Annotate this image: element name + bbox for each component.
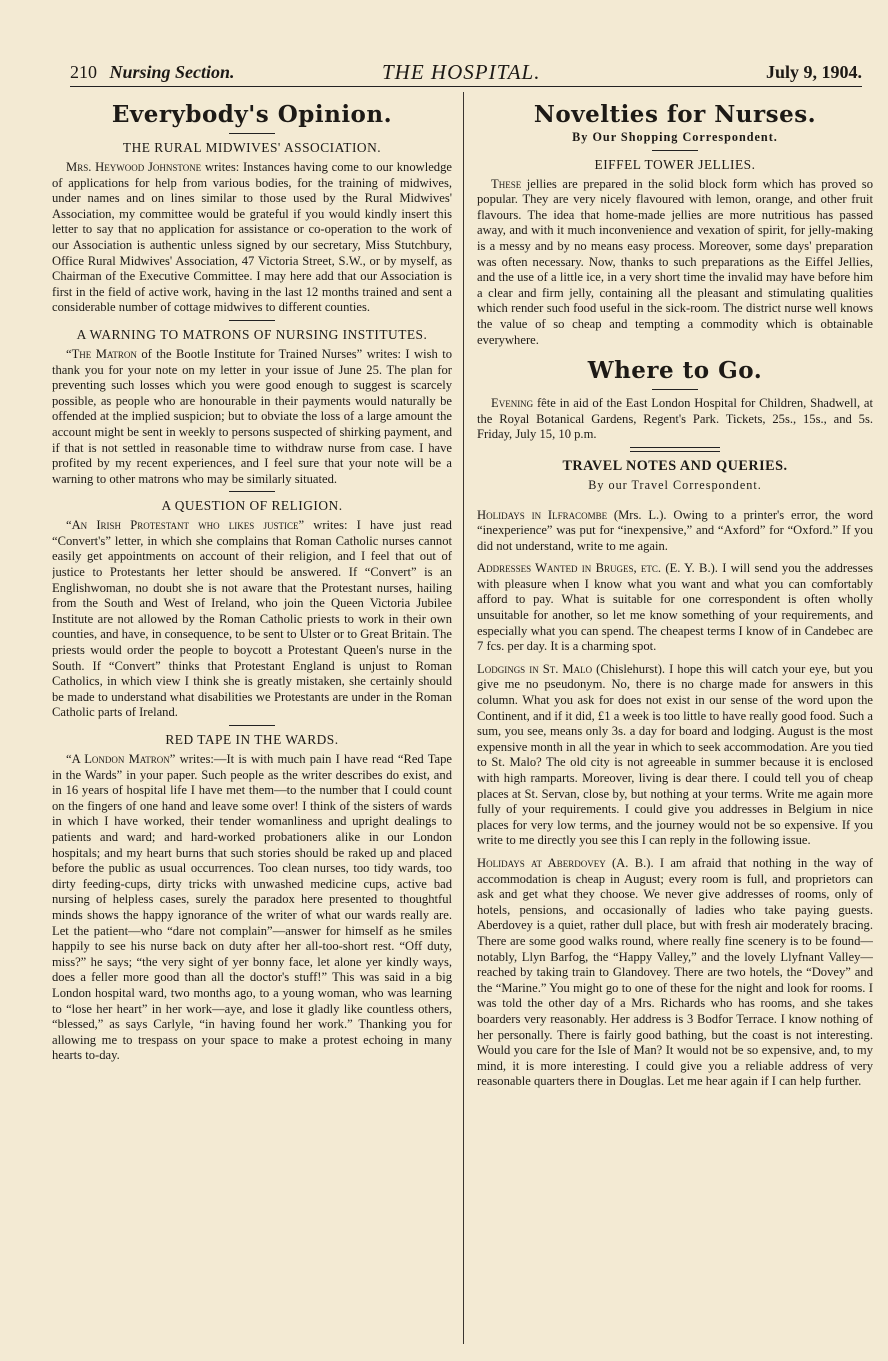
article-body: “An Irish Protestant who likes justice” writes: I have just read “Convert's” letter, in which she complains that Roman Catholic nurses cannot easily get appointments on account of their religion, and I feel that out of justice to Protestants her letter should be answered. If “Convert” is an Englishwoman, no doubt she is not aware that the Protestant nurses, hailing from the South and West of Ireland, who join the Queen Victoria Jubilee Institute are not allowed by the Roman Catholic priests to work in their own counties, and have, in consequence, to be sent to Ulster or to Great Britain. The priests would order the people to boycott a Protestant Queen's nurse in the South. If “Convert” thinks that Protestant England is unjust to Roman Catholics, in which view I think she is greatly mistaken, she certainly should be made to understand what disabilities we Protestants are under in the Roman Catholic parts of Ireland. xyxy=(52,518,452,720)
travel-entry: Holidays at Aberdovey (A. B.). I am afraid that nothing in the way of accommodation is cheap in August; every room is full, and proprietors can ask and get what they choose. We never give addresses of rooms, only of hotels, pensions, and occasionally of ladies who take paying guests. Aberdovey is a quiet, rather dull place, but with fresh air moderately bracing. There are some good walks round, where really fine scenery is to be found—notably, Llyn Barfog, the “Happy Valley,” and the lovely Llyfnant Valley—reached by taking train to Glandovey. There are two hotels, the “Dovey” and the “Marine.” You might go to one of these for the night and look for rooms. I was told the other day of a Mrs. Richards who has rooms, and she takes boarders very reasonably. Her address is 3 Bodfor Terrace. I know nothing of her personally. There is fairly good bathing, but the coast is not interesting. Would you care for the Isle of Man? It would not be so expensive, and, to my mind, it is more interesting. I could give you a reliable address of very reasonable quarters there in Douglas. Let me hear again if I can help further. xyxy=(477,855,873,1089)
section-rule xyxy=(229,320,275,321)
header-rule xyxy=(70,86,862,87)
article-body: “The Matron of the Bootle Institute for Trained Nurses” writes: I wish to thank you for your note on my letter in your issue of June 25. The plan for preventing such losses which you were good enough to suggest is scarcely possible, as people who are honourable in their payments would naturally be offended at the implied suspicion; but to obviate the loss of a large amount the account might be sent in weekly to persons suspected of shirking payment, and if that is not settled in reasonable time to withdraw nurse from case. I have profited by my recent experiences, and I feel sure that your note will be a warning to other matrons who may be similarly situated. xyxy=(52,346,452,486)
travel-entry: Lodgings in St. Malo (Chislehurst). I hope this will catch your eye, but you give me no pseudonym. No, there is no charge made for answers in this column. What you ask for does not exist in our sense of the word upon the Continent, and if it did, £1 a week is too little to have really good food. Such a sum, you see, means only 3s. a day for board and lodging. August is the most expensive month in all the year in which to seek accommodation. Are you tied to St. Malo? The old city is not agreeable in summer because it is enclosed with high ramparts. Moreover, living is dear there. I could tell you of cheap places at St. Servan, close by, but nothing at your terms. Write me again more fully of your requirements. I could give you addresses in Belgium in nice places for very low terms, and the journey would not be so expensive. If you write to me directly you see this I can reply in the following issue. xyxy=(477,661,873,848)
travel-entry: Addresses Wanted in Bruges, etc. (E. Y. B.). I will send you the addresses with pleasure when I know what you want and what you can comfortably afford to pay. What is suitable for one correspondent is often wholly unsuitable for another, so let me know something of your requirements, and especially what you can spend. The cheapest terms I know of in Candebec are 7 fcs. per day. It is a charming spot. xyxy=(477,561,873,654)
article-body: These jellies are prepared in the solid block form which has proved so popular. They are very nicely flavoured with lemon, orange, and other fruit flavours. The idea that home-made jellies are more nutritious has passed away, and with it much inconvenience and vexation of spirit, for jelly-making is a messy and by no means easy process. Moreover, some days' preparation was often necessary. Now, thanks to such preparations as the Eiffel Jellies, and the use of a little ice, in a very short time the invalid may have before him a clear and firm jelly, containing all the pleasant and stimulating qualities which render such food useful in the sick-room. The district nurse well knows the value of so cheap and tempting a commodity which is obtainable everywhere. xyxy=(477,176,873,347)
title-rule xyxy=(652,389,698,390)
where-to-go-title: Where to Go. xyxy=(587,357,763,385)
travel-byline: By our Travel Correspondent. xyxy=(588,477,762,492)
everybodys-opinion-title: Everybody's Opinion. xyxy=(111,101,393,128)
article-body: Mrs. Heywood Johnstone writes: Instances having come to our knowledge of applications for help from various bodies, for the training of midwives, under names and on lines similar to those used by the Rural Midwives' Association, my committee would be grateful if you would kindly insert this letter to say that no application for assistance or co-operation to the work of our Association is authentic unless signed by our secretary, Miss Stutchbury, Office Rural Midwives' Association, 47 Victoria Street, S.W., or by myself, as Chairman of the Executive Committee. I may here add that our Association is first in the field of active work, having in the last 12 months trained and sent a considerable number of cottage midwives to different counties. xyxy=(52,160,452,315)
section-rule xyxy=(630,447,720,452)
novelties-title: Novelties for Nurses. xyxy=(533,101,817,128)
article-heading: THE RURAL MIDWIVES' ASSOCIATION. xyxy=(122,140,382,155)
column-divider xyxy=(463,92,464,1344)
section-rule xyxy=(229,491,275,492)
article-heading: A WARNING TO MATRONS OF NURSING INSTITUTES. xyxy=(76,326,428,342)
article-heading: RED TAPE IN THE WARDS. xyxy=(165,732,339,747)
left-column xyxy=(52,92,452,1347)
title-rule xyxy=(652,150,698,151)
travel-heading: TRAVEL NOTES AND QUERIES. xyxy=(562,457,788,474)
shopping-byline: By Our Shopping Correspondent. xyxy=(572,130,778,144)
page-number: 210 xyxy=(70,62,97,82)
section-rule xyxy=(229,725,275,726)
publication-title: THE HOSPITAL. xyxy=(382,60,541,84)
article-heading: EIFFEL TOWER JELLIES. xyxy=(594,156,756,172)
article-body: “A London Matron” writes:—It is with much pain I have read “Red Tape in the Wards” in your paper. Such people as the writer describes do exist, and in 16 years of hospital life I have met them—to the number that I could count on the fingers of one hand and leave some over! I think of the sisters of wards in which I have worked, their tender womanliness and upright dealings to patients and ward; and hard-worked probationers alike in our London hospitals; and my heart burns that such stories should be raked up and placed before the public as usual occurrences. Too clean nurses, too tidy wards, too dirty feeding-cups, dirty tricks with unwashed medicine cups, active bad nursing of helpless cases, surely the paradox here presented to thoughtful minds shows the happy ignorance of the writer of what our wards really are. Let the patient—who “dare not complain”—answer for himself as he smiles happily to see his nurse back on duty after her all-too-short rest. “Off duty, miss?” he says; “the very sight of yer bonny face, let alone yer kindly ways, does a feller more good than all the doctor's stuff!” This was said in a big London hospital ward, two months ago, to a young woman, who was learning to “lose her heart” in her work—aye, and lose it gladly like countless others, “blessed,” as says Carlyle, “in having found her work.” Thanking you for allowing me to trespass on your space to make a protest echoing in many hearts to-day. xyxy=(52,752,452,1063)
travel-entry: Holidays in Ilfracombe (Mrs. L.). Owing to a printer's error, the word “inexperience” was put for “inexpensive,” and “Axford” for “Oxford.” If you did not understand, write to me again. xyxy=(477,507,873,553)
article-body: Evening fête in aid of the East London Hospital for Children, Shadwell, at the Royal Botanical Gardens, Regent's Park. Tickets, 25s., 15s., and 5s. Friday, July 15, 10 p.m. xyxy=(477,396,873,442)
article-heading: A QUESTION OF RELIGION. xyxy=(161,498,343,514)
section-name: Nursing Section. xyxy=(109,62,235,82)
title-rule xyxy=(229,133,275,134)
page-header xyxy=(70,58,862,86)
right-column xyxy=(477,92,873,1347)
issue-date: July 9, 1904. xyxy=(765,62,862,82)
